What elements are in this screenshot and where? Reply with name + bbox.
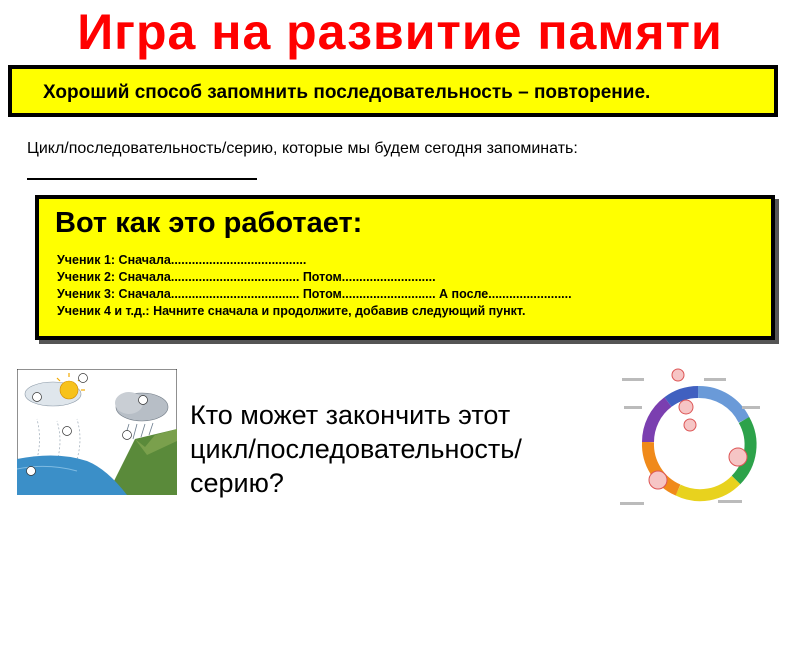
tip-text: Хороший способ запомнить последовательность – повторение. [43, 82, 651, 103]
question-line-2: цикл/последовательность/ [190, 434, 522, 464]
how-it-works-box [35, 195, 775, 340]
how-heading: Вот как это работает: [55, 207, 363, 239]
cell-cycle-diagram [618, 362, 778, 522]
cycle-prompt: Цикл/последовательность/серию, которые мы будем сегодня запоминать: [27, 140, 578, 157]
answer-blank-line [27, 178, 257, 180]
question-line-3: серию? [190, 468, 284, 498]
question-line-1: Кто может закончить этот [190, 400, 511, 430]
question-text [190, 398, 522, 500]
tip-box [8, 65, 778, 117]
how-row-4: Ученик 4 и т.д.: Начните сначала и продолжите, добавив следующий пункт. [57, 304, 526, 318]
water-cycle-diagram [17, 369, 177, 495]
how-row-1: Ученик 1: Сначала....................................... [57, 253, 307, 267]
how-row-2: Ученик 2: Сначала..................................... Потом........................... [57, 270, 436, 284]
sun-icon [60, 381, 78, 399]
page-title: Игра на развитие памяти [77, 4, 723, 60]
how-row-3: Ученик 3: Сначала..................................... Потом........................... А после........................ [57, 287, 572, 301]
